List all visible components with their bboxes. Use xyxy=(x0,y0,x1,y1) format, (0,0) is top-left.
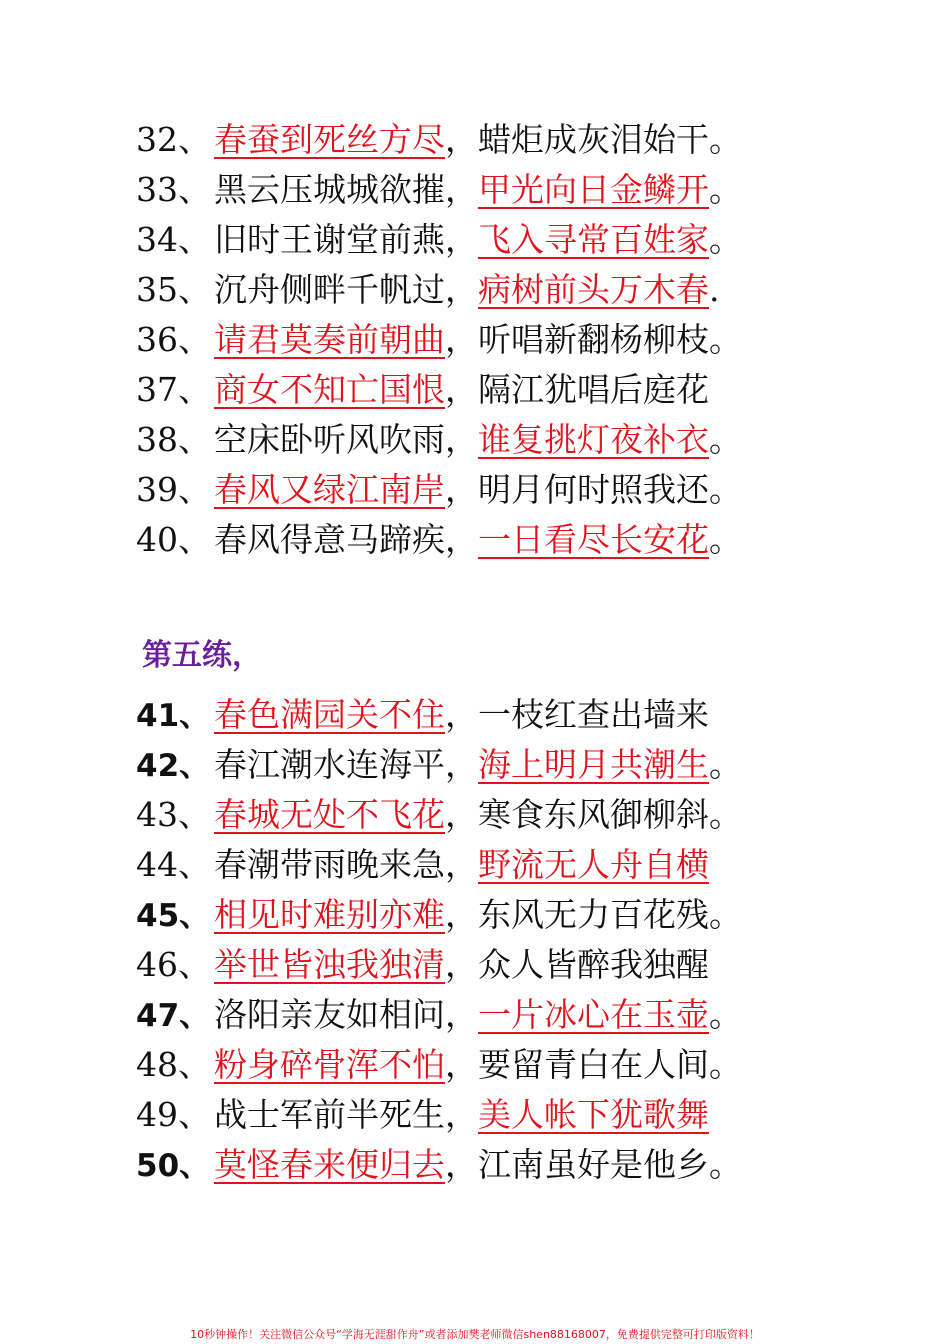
line-number: 50、 xyxy=(136,1148,211,1184)
separator: ， xyxy=(445,995,478,1034)
separator: ， xyxy=(445,795,478,834)
line-number: 48、 xyxy=(136,1045,211,1084)
poem-line xyxy=(136,515,742,565)
line-end: 。 xyxy=(709,320,742,359)
poem-line xyxy=(136,940,742,990)
line-number: 49、 xyxy=(136,1095,211,1134)
line-end: 。 xyxy=(709,470,742,509)
verse-text: 蜡炬成灰泪始干 xyxy=(478,120,709,159)
poem-line xyxy=(136,840,742,890)
line-number: 46、 xyxy=(136,945,211,984)
poem-line xyxy=(136,890,742,940)
separator: ， xyxy=(445,270,478,309)
verse-text: 沉舟侧畔千帆过 xyxy=(214,270,445,309)
line-number: 34、 xyxy=(136,220,211,259)
answer-text: 春蚕到死丝方尽 xyxy=(214,120,445,159)
answer-text: 一日看尽长安花 xyxy=(478,520,709,559)
answer-text: 粉身碎骨浑不怕 xyxy=(214,1045,445,1084)
answer-text: 春色满园关不住 xyxy=(214,695,445,734)
section-title: 第五练， xyxy=(142,638,262,673)
verse-text: 江南虽好是他乡 xyxy=(478,1145,709,1184)
line-number: 39、 xyxy=(136,470,211,509)
line-number: 33、 xyxy=(136,170,211,209)
verse-text: 旧时王谢堂前燕 xyxy=(214,220,445,259)
line-end: 。 xyxy=(709,1045,742,1084)
line-number: 41、 xyxy=(136,698,211,734)
answer-text: 海上明月共潮生 xyxy=(478,745,709,784)
line-number: 35、 xyxy=(136,270,211,309)
verse-text: 隔江犹唱后庭花 xyxy=(478,370,709,409)
poem-line xyxy=(136,315,742,365)
line-end: 。 xyxy=(709,895,742,934)
line-end: 。 xyxy=(709,995,742,1034)
verse-text: 空床卧听风吹雨 xyxy=(214,420,445,459)
poem-line xyxy=(136,215,742,265)
verse-text: 洛阳亲友如相问 xyxy=(214,995,445,1034)
verse-text: 一枝红查出墙来 xyxy=(478,695,709,734)
answer-text: 病树前头万木春 xyxy=(478,270,709,309)
separator: ， xyxy=(445,1045,478,1084)
line-number: 44、 xyxy=(136,845,211,884)
separator: ， xyxy=(445,520,478,559)
line-number: 45、 xyxy=(136,898,211,934)
poem-line xyxy=(136,690,742,740)
separator: ， xyxy=(445,120,478,159)
answer-text: 莫怪春来便归去 xyxy=(214,1145,445,1184)
answer-text: 举世皆浊我独清 xyxy=(214,945,445,984)
separator: ， xyxy=(445,745,478,784)
separator: ， xyxy=(445,945,478,984)
poem-line xyxy=(136,990,742,1040)
separator: ， xyxy=(445,1095,478,1134)
line-end: . xyxy=(709,270,720,309)
answer-text: 甲光向日金鳞开 xyxy=(478,170,709,209)
verse-text: 东风无力百花残 xyxy=(478,895,709,934)
separator: ， xyxy=(445,1145,478,1184)
verse-text: 战士军前半死生 xyxy=(214,1095,445,1134)
verse-text: 黑云压城城欲摧 xyxy=(214,170,445,209)
poem-list-2 xyxy=(136,690,742,1190)
answer-text: 商女不知亡国恨 xyxy=(214,370,445,409)
poem-line xyxy=(136,1090,742,1140)
line-number: 37、 xyxy=(136,370,211,409)
verse-text: 春风得意马蹄疾 xyxy=(214,520,445,559)
footer-note: 10秒钟操作！关注微信公众号“学海无涯甜作舟”或者添加樊老师微信shen88168007，免费提供完整可打印版资料！ xyxy=(190,1328,760,1341)
line-end: 。 xyxy=(709,1145,742,1184)
answer-text: 美人帐下犹歌舞 xyxy=(478,1095,709,1134)
poem-line xyxy=(136,165,742,215)
poem-line xyxy=(136,265,742,315)
verse-text: 众人皆醉我独醒 xyxy=(478,945,709,984)
line-number: 43、 xyxy=(136,795,211,834)
line-number: 36、 xyxy=(136,320,211,359)
line-number: 40、 xyxy=(136,520,211,559)
line-end: 。 xyxy=(709,170,742,209)
verse-text: 明月何时照我还 xyxy=(478,470,709,509)
separator: ， xyxy=(445,370,478,409)
separator: ， xyxy=(445,420,478,459)
verse-text: 春江潮水连海平 xyxy=(214,745,445,784)
poem-line xyxy=(136,465,742,515)
separator: ， xyxy=(445,320,478,359)
separator: ， xyxy=(445,895,478,934)
answer-text: 一片冰心在玉壶 xyxy=(478,995,709,1034)
line-end: 。 xyxy=(709,120,742,159)
poem-line xyxy=(136,365,742,415)
line-number: 32、 xyxy=(136,120,211,159)
answer-text: 谁复挑灯夜补衣 xyxy=(478,420,709,459)
answer-text: 春城无处不飞花 xyxy=(214,795,445,834)
verse-text: 要留青白在人间 xyxy=(478,1045,709,1084)
poem-line xyxy=(136,790,742,840)
line-end: 。 xyxy=(709,220,742,259)
answer-text: 请君莫奏前朝曲 xyxy=(214,320,445,359)
verse-text: 春潮带雨晚来急 xyxy=(214,845,445,884)
line-number: 42、 xyxy=(136,748,211,784)
verse-text: 寒食东风御柳斜 xyxy=(478,795,709,834)
poem-line xyxy=(136,740,742,790)
answer-text: 飞入寻常百姓家 xyxy=(478,220,709,259)
separator: ， xyxy=(445,845,478,884)
line-number: 47、 xyxy=(136,998,211,1034)
answer-text: 春风又绿江南岸 xyxy=(214,470,445,509)
poem-line xyxy=(136,415,742,465)
line-end: 。 xyxy=(709,520,742,559)
line-end: 。 xyxy=(709,420,742,459)
verse-text: 听唱新翻杨柳枝 xyxy=(478,320,709,359)
line-end: 。 xyxy=(709,745,742,784)
separator: ， xyxy=(445,220,478,259)
answer-text: 野流无人舟自横 xyxy=(478,845,709,884)
poem-line xyxy=(136,1140,742,1190)
separator: ， xyxy=(445,695,478,734)
separator: ， xyxy=(445,470,478,509)
separator: ， xyxy=(445,170,478,209)
line-end: 。 xyxy=(709,795,742,834)
line-number: 38、 xyxy=(136,420,211,459)
poem-line xyxy=(136,115,742,165)
poem-list-1 xyxy=(136,115,742,565)
poem-line xyxy=(136,1040,742,1090)
answer-text: 相见时难别亦难 xyxy=(214,895,445,934)
